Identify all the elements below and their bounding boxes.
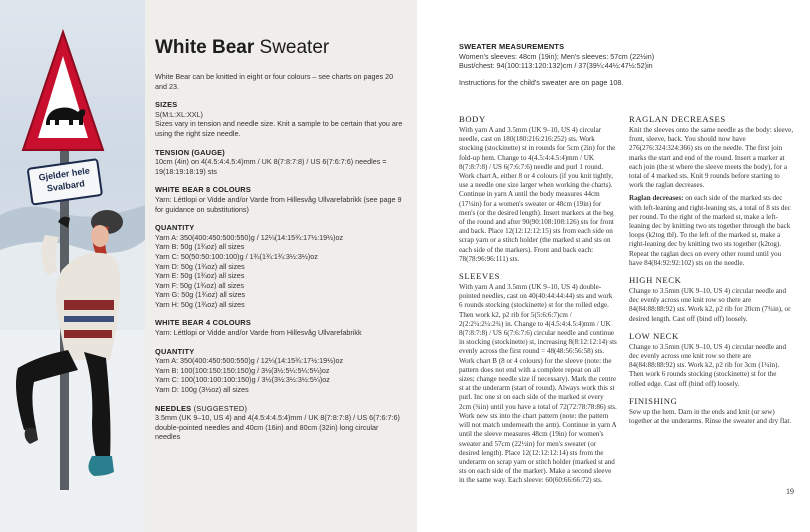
- face: [91, 225, 109, 247]
- sizes-note: Sizes vary in tension and needle size. Knit a sample to be certain that you are using the right size needle.: [155, 119, 403, 138]
- page-title: [155, 36, 405, 60]
- quantity-line: Yarn C: 50(50:50:100:100)g / 1¾(1¾:1¾:3½:3½)oz: [155, 251, 318, 261]
- raglan-dec-text: on each side of the marked sts dec with left-leaning and right-leaning sts, a total of 8 sts dec per round. To the right of the marked st, make a left-leaning dec by knitting two sts together through the back loops (k2tog tbl). To the left of the marked st, make a right-leaning dec by knitting two sts together (k2tog).: [629, 194, 791, 249]
- measurements-line-2: Bust/chest: 94(100:113:120:132)cm / 37(39¼:44½:47½:52)in: [459, 61, 653, 70]
- sweater-band-3: [64, 330, 112, 338]
- low-neck-text: Change to 3.5mm (UK 9–10, US 4) circular needle and dec evenly across one knit row so there are 84(84:88:88:92) sts. Work k2, p2 rib for 3cm (1¼in). Then work 6 rounds stocking (stockinette) st for the rolled edge. Cast off (bind off) loosely.: [629, 342, 787, 388]
- quantity-line: Yarn H: 50g (1¾oz) all sizes: [155, 299, 245, 309]
- left-page-content: [155, 36, 405, 442]
- finishing-heading: FINISHING: [629, 395, 678, 406]
- needles-text: 3.5mm (UK 9–10, US 4) and 4(4.5:4:4.5:4)mm / UK 8(7:8:7:8) / US 6(7:6:7:6) double-pointed needles and 40cm (16in) and 80cm (32in) long circular needles: [155, 413, 400, 442]
- raglan-repeat: Repeat the raglan decs on every other round until you have 84(84:92:92:102) sts on the needle.: [629, 249, 782, 267]
- sweater-band-2: [64, 316, 114, 322]
- sign-line-1: Gjelder hele: [37, 165, 91, 183]
- high-neck-heading: HIGH NECK: [629, 275, 682, 286]
- column-left: [459, 114, 617, 490]
- right-page: [417, 0, 810, 532]
- photo-illustration: [0, 0, 145, 532]
- column-right: [629, 114, 794, 430]
- quantity-line: Yarn D: 100g (3½oz) all sizes: [155, 385, 249, 395]
- quantity-heading-2: QUANTITY: [155, 346, 195, 356]
- tension-text: 10cm (4in) on 4(4.5:4:4.5:4)mm / UK 8(7:8:7:8) / US 6(7:6:7:6) needles = 19(18:19:18:19) sts: [155, 157, 387, 176]
- quantity-line: Yarn B: 50g (1¾oz) all sizes: [155, 242, 245, 252]
- sweater-measurements: [459, 42, 799, 88]
- cover-photo: [0, 0, 145, 532]
- measurements-heading: SWEATER MEASUREMENTS: [459, 42, 565, 51]
- left-page: [145, 0, 417, 532]
- raglan-dec-label: Raglan decreases:: [629, 194, 684, 203]
- wb8-text: Yarn: Léttlopi or Vidde and/or Varde from Hillesvåg Ullvarefabrikk (see page 9 for guidance on substitutions): [155, 194, 402, 214]
- quantity-line: Yarn G: 50g (1¾oz) all sizes: [155, 290, 246, 300]
- quantity-line: Yarn F: 50g (1¾oz) all sizes: [155, 280, 244, 290]
- body-heading: BODY: [459, 114, 486, 124]
- sleeves-text: With yarn A and 3.5mm (UK 9–10, US 4) double-pointed needles, cast on 40(40:44:44:44) sts and work 6 rounds stocking (stockinette) st for the rolled edge. Then work k2, p2 rib for 5(5:6:6:7)cm / 2(2:2¼:2¼:2¾) in. Change to 4(4.5:4:4.5:4)mm / UK 8(7:8:7:8) / US 6(7:6:7:6) circular needle and continue in stocking (stockinette) st, increasing 8(8:12:12:14) sts evenly across the first round = 48(48:56:56:58) sts. Work chart B (8 or 4 colours) for the sleeve (note: the pattern does not end with a complete repeat on all sizes; change needle size if necessary). Mark the centre st at the underarm (start of round). Always work this st purl. Inc one st on each side of the marked st every 2cm (¾in) until you have a total of 72(72:78:78:86) sts. Work new sts into the chart pattern (note: the pattern will not match underneath the arm). Continue in yarn A until the sleeve measures 48cm (19in) for women's sweater and 57cm (22½in) for men's sweater (or desired length). Place 12(12:12:12:14) sts from the underarm on scrap yarn or stitch holder (marked st and sts on each side of the marker). Make a second sleeve in the same way. Each sleeve: 60(60:66:66:72) sts.: [459, 283, 617, 485]
- title-light: Sweater: [259, 37, 330, 58]
- sizes-heading: SIZES: [155, 100, 178, 110]
- wb4-text: Yarn: Léttlopi or Vidde and/or Varde from Hillesvåg Ullvarefabrikk: [155, 328, 362, 338]
- needles-heading-main: NEEDLES: [155, 403, 192, 413]
- quantity-heading-1: QUANTITY: [155, 223, 195, 233]
- tension-heading: TENSION (GAUGE): [155, 147, 225, 157]
- sign-line-2: Svalbard: [46, 178, 86, 194]
- quantity-line: Yarn C: 100(100:100:100:150)g / 3½(3½:3½:3½:5¼)oz: [155, 375, 330, 385]
- sleeves-heading: SLEEVES: [459, 271, 500, 282]
- low-neck-heading: LOW NECK: [629, 330, 679, 341]
- page-number: 19: [786, 487, 794, 496]
- title-bold: White Bear: [155, 37, 255, 58]
- intro-text: White Bear can be knitted in eight or four colours – see charts on pages 20 and 23.: [155, 72, 394, 91]
- body-text: With yarn A and 3.5mm (UK 9–10, US 4) circular needle, cast on 180(180:216:216:252) sts. Work stocking (stockinette) st in rounds for 5cm (2in) for the fold-up hem. Change to 4(4.5:4:4.5:4)mm / UK 8(7:8:7:8) / US 6(7:6:7:6) needle and purl 1 round. Work chart A, either 8 or 4 colours (if you knit tightly, use a needle one size larger when working the charts). Continue in yarn A until the body measures 44cm (17¼in) for a women's sweater or 48cm (19in) for men's (or the desired length). Insert markers at the beg of the round and after 90(90:108:108:126) sts for front and back. Place 12(12:12:12:15) sts from each side on scrap yarn or a stitch holder (the marked st and sts on each side of the markers). Front and back each: 78(78:96:96:111) sts.: [459, 126, 616, 263]
- quantity-line: Yarn A: 350(400:450:500:550)g / 12¼(14:15¾:17½:19½)oz: [155, 356, 344, 366]
- raglan-dec-paragraph: [629, 194, 794, 249]
- wb8-heading: WHITE BEAR 8 COLOURS: [155, 185, 251, 195]
- needles-heading: [155, 404, 405, 414]
- raglan-text: Knit the sleeves onto the same needle as the body: sleeve, front, sleeve, back. You should now have 276(276:324:324:366) sts on the needle. The first join marks the start and end of the round. Insert a marker at each join (the st where the sleeve meets the body), for a total of 4 marked sts. Knit 9 rounds before starting to work the raglan decreases.: [629, 126, 794, 190]
- raglan-heading: RAGLAN DECREASES: [629, 114, 726, 124]
- child-sweater-note: Instructions for the child's sweater are on page 108.: [459, 78, 624, 88]
- finishing-text: Sew up the hem. Darn in the ends and knit (or sew) together at the underarms. Rinse the sweater and dry flat.: [629, 407, 792, 426]
- measurements-line-1: Women's sleeves: 48cm (19in); Men's sleeves: 57cm (22½in): [459, 51, 655, 61]
- quantity-line: Yarn E: 50g (1¾oz) all sizes: [155, 271, 245, 281]
- needles-heading-sub: (SUGGESTED): [193, 403, 248, 413]
- quantity-line: Yarn A: 350(400:450:500:550)g / 12¼(14:15¾:17½:19½)oz: [155, 232, 344, 242]
- wb4-heading: WHITE BEAR 4 COLOURS: [155, 318, 251, 328]
- sizes-line: S(M:L:XL:XXL): [155, 109, 203, 119]
- high-neck-text: Change to 3.5mm (UK 9–10, US 4) circular needle and dec evenly across one knit row so there are 84(84:88:88:92) sts. Work k2, p2 rib for 20cm (7¾in), or desired length. Cast off (bind off) loosely.: [629, 287, 791, 323]
- quantity-line: Yarn D: 50g (1¾oz) all sizes: [155, 261, 245, 271]
- sweater-band-1: [64, 300, 114, 310]
- quantity-line: Yarn B: 100(100:150:150:150)g / 3½(3½:5¼:5¼:5¼)oz: [155, 365, 330, 375]
- boot-right: [88, 456, 114, 476]
